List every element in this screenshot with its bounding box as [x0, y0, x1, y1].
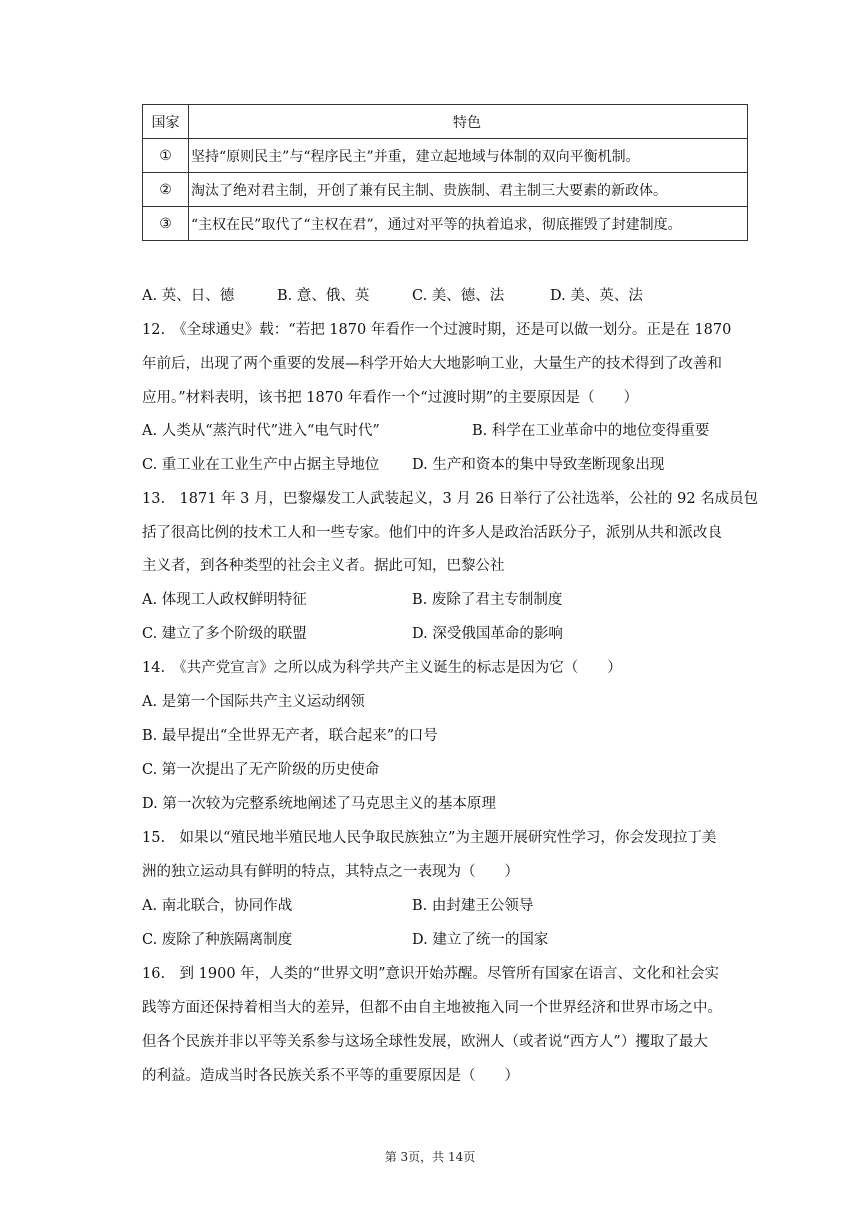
q12-option-a[interactable]: A. 人类从“蒸汽时代”进入“电气时代” [142, 423, 380, 439]
q12-stem-line-1: 12. 《全球通史》载：“若把 1870 年看作一个过渡时期，还是可以做一划分。正是在 1870 [142, 322, 732, 338]
q11-option-b[interactable]: B. 意、俄、英 [277, 288, 370, 304]
q16-stem-line-4: 的利益。造成当时各民族关系不平等的重要原因是（ ） [142, 1068, 519, 1084]
q13-option-d[interactable]: D. 深受俄国革命的影响 [412, 626, 563, 642]
q13-stem-line-1: 13. 1871 年 3 月，巴黎爆发工人武装起义，3 月 26 日举行了公社选举，公社的 92 名成员包 [142, 491, 759, 507]
table-cell-number: ③ [143, 207, 189, 241]
q12-stem-line-3: 应用。”材料表明，该书把 1870 年看作一个“过渡时期”的主要原因是（ ） [142, 390, 639, 406]
table-cell-feature: “主权在民”取代了“主权在君”，通过对平等的执着追求，彻底摧毁了封建制度。 [189, 207, 748, 241]
q11-option-c[interactable]: C. 美、德、法 [412, 288, 505, 304]
q13-stem-line-3: 主义者，到各种类型的社会主义者。据此可知，巴黎公社 [142, 558, 505, 574]
q15-option-c[interactable]: C. 废除了种族隔离制度 [142, 932, 293, 948]
table-header-row [143, 105, 748, 139]
q13-stem-line-2: 括了很高比例的技术工人和一些专家。他们中的许多人是政治活跃分子，派别从共和派改良 [142, 525, 722, 541]
q16-stem-line-1: 16. 到 1900 年，人类的“世界文明”意识开始苏醒。尽管所有国家在语言、文化和社会实 [142, 966, 720, 982]
q14-option-d[interactable]: D. 第一次较为完整系统地阐述了马克思主义的基本原理 [142, 796, 496, 812]
table-row [143, 173, 748, 207]
q15-stem-line-2: 洲的独立运动具有鲜明的特点，其特点之一表现为（ ） [142, 864, 519, 880]
q11-option-d[interactable]: D. 美、英、法 [550, 288, 643, 304]
q13-option-a[interactable]: A. 体现工人政权鲜明特征 [142, 592, 307, 608]
q15-option-b[interactable]: B. 由封建王公领导 [412, 898, 534, 914]
q15-option-d[interactable]: D. 建立了统一的国家 [412, 932, 549, 948]
q15-option-a[interactable]: A. 南北联合，协同作战 [142, 898, 293, 914]
table-cell-feature: 坚持“原则民主”与“程序民主”并重，建立起地域与体制的双向平衡机制。 [189, 139, 748, 173]
table-header-feature: 特色 [189, 105, 748, 139]
q14-stem-line-1: 14. 《共产党宣言》之所以成为科学共产主义诞生的标志是因为它（ ） [142, 660, 622, 676]
table-row [143, 139, 748, 173]
q13-option-c[interactable]: C. 建立了多个阶级的联盟 [142, 626, 307, 642]
q12-option-d[interactable]: D. 生产和资本的集中导致垄断现象出现 [412, 457, 665, 473]
q13-option-b[interactable]: B. 废除了君主专制制度 [412, 592, 563, 608]
q12-option-c[interactable]: C. 重工业在工业生产中占据主导地位 [142, 457, 380, 473]
q14-option-c[interactable]: C. 第一次提出了无产阶级的历史使命 [142, 762, 380, 778]
q12-option-b[interactable]: B. 科学在工业革命中的地位变得重要 [472, 423, 710, 439]
q16-stem-line-2: 践等方面还保持着相当大的差异，但都不由自主地被拖入同一个世界经济和世界市场之中。 [142, 1000, 722, 1016]
q12-stem-line-2: 年前后，出现了两个重要的发展—科学开始大大地影响工业，大量生产的技术得到了改善和 [142, 356, 722, 372]
table-row [143, 207, 748, 241]
q15-stem-line-1: 15. 如果以“殖民地半殖民地人民争取民族独立”为主题开展研究性学习，你会发现拉丁美 [142, 830, 717, 846]
table-cell-feature: 淘汰了绝对君主制，开创了兼有民主制、贵族制、君主制三大要素的新政体。 [189, 173, 748, 207]
table-header-country: 国家 [143, 105, 189, 139]
q16-stem-line-3: 但各个民族并非以平等关系参与这场全球性发展，欧洲人（或者说“西方人”）攫取了最大 [142, 1034, 708, 1050]
q14-option-a[interactable]: A. 是第一个国际共产主义运动纲领 [142, 694, 365, 710]
q11-option-a[interactable]: A. 英、日、德 [142, 288, 235, 304]
table-cell-number: ① [143, 139, 189, 173]
table-cell-number: ② [143, 173, 189, 207]
q14-option-b[interactable]: B. 最早提出“全世界无产者，联合起来”的口号 [142, 728, 438, 744]
page-number-footer: 第 3页，共 14页 [384, 1150, 476, 1164]
country-features-table [142, 104, 748, 241]
